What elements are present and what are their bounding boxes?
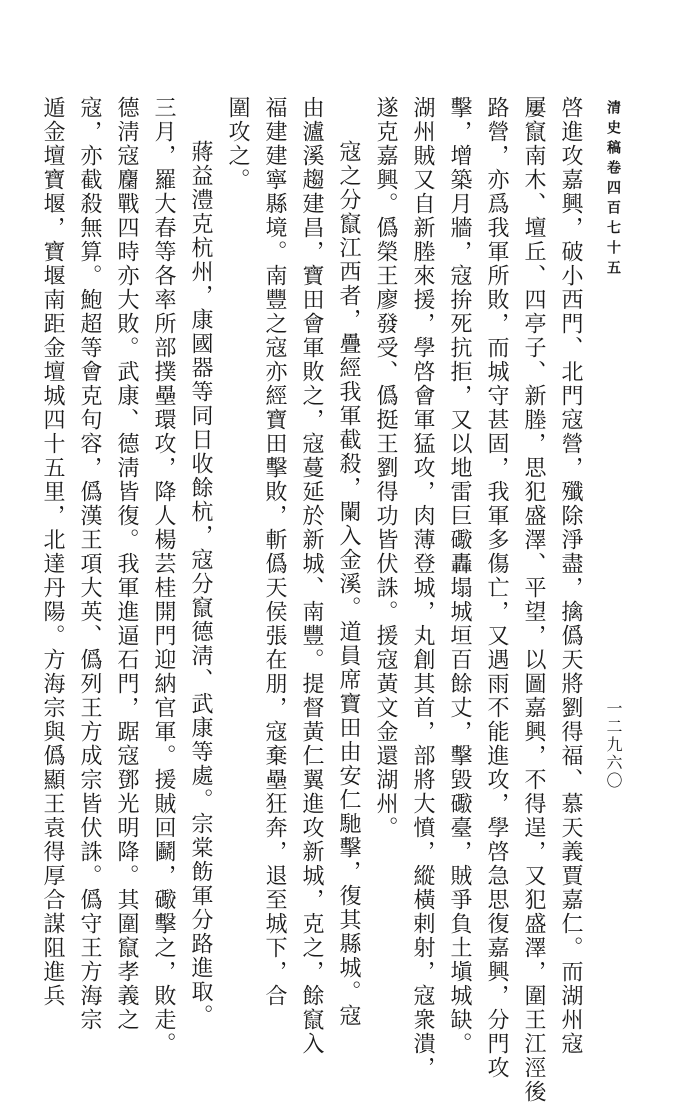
text-column: 福建建寧縣境。南豐之寇亦經寶田擊敗，斬僞天侯張在朋，寇棄壘狂奔，退至城下，合: [262, 96, 287, 1008]
text-column: 屢竄南木、壇丘、四亭子、新塍，思犯盛澤、平望，以圖嘉興，不得逞，又犯盛澤，圍王江涇後: [521, 96, 546, 1104]
text-column: 啓進攻嘉興，破小西門、北門寇營，殲除淨盡，擒僞天將劉得福、慕天義賈嘉仁。而湖州寇: [558, 96, 583, 1056]
text-column: 路營，亦爲我軍所敗，而城守甚固，我軍多傷亡，又遇雨不能進攻，學啓急思復嘉興，分門攻: [484, 96, 509, 1080]
text-column: 寇，亦截殺無算。鮑超等會克句容，僞漢王項大英、僞列王方成宗皆伏誅。僞守王方海宗: [77, 96, 102, 1032]
running-header: 清史稿卷四百七十五: [605, 100, 621, 280]
page-number: 一二九六〇: [604, 700, 623, 790]
text-column: 寇之分竄江西者，疊經我軍截殺，闌入金溪。道員席寶田由安仁馳擊，復其縣城。寇: [336, 140, 361, 1028]
text-column: 三月，羅大春等各率所部撲壘環攻，降人楊芸桂開門迎納官軍。援賊回鬬，礮擊之，敗走。: [151, 96, 176, 1056]
text-column: 擊，增築月牆，寇拚死抗拒，又以地雷巨礮轟塌城垣百餘丈，擊毀礮臺，賊爭負土塡城缺。: [447, 96, 472, 1056]
text-column: 遁金壇寶堰，寶堰南距金壇城四十五里，北達丹陽。方海宗與僞顯王袁得厚合謀阻進兵: [40, 96, 65, 1008]
text-column: 由瀘溪趨建昌，寶田會軍敗之，寇蔓延於新城、南豐。提督黃仁翼進攻新城，克之，餘竄入: [299, 96, 324, 1056]
text-column: 遂克嘉興。僞榮王廖發受、僞挺王劉得功皆伏誅。援寇黃文金還湖州。: [373, 96, 398, 840]
text-column: 蔣益澧克杭州，康國器等同日收餘杭，寇分竄德淸、武康等處。宗棠飭軍分路進取。: [188, 140, 213, 1028]
body-text: [40, 96, 589, 1104]
text-column: 圍攻之。: [225, 96, 250, 192]
text-column: 湖州賊又自新塍來援，學啓會軍猛攻，肉薄登城，丸創其首，部將大憤，縱橫剌射，寇衆潰，: [410, 96, 435, 1080]
text-column: 德淸寇麕戰四時亦大敗。武康、德淸皆復。我軍進逼石門，踞寇鄧光明降。其圍竄孝義之: [114, 96, 139, 1032]
